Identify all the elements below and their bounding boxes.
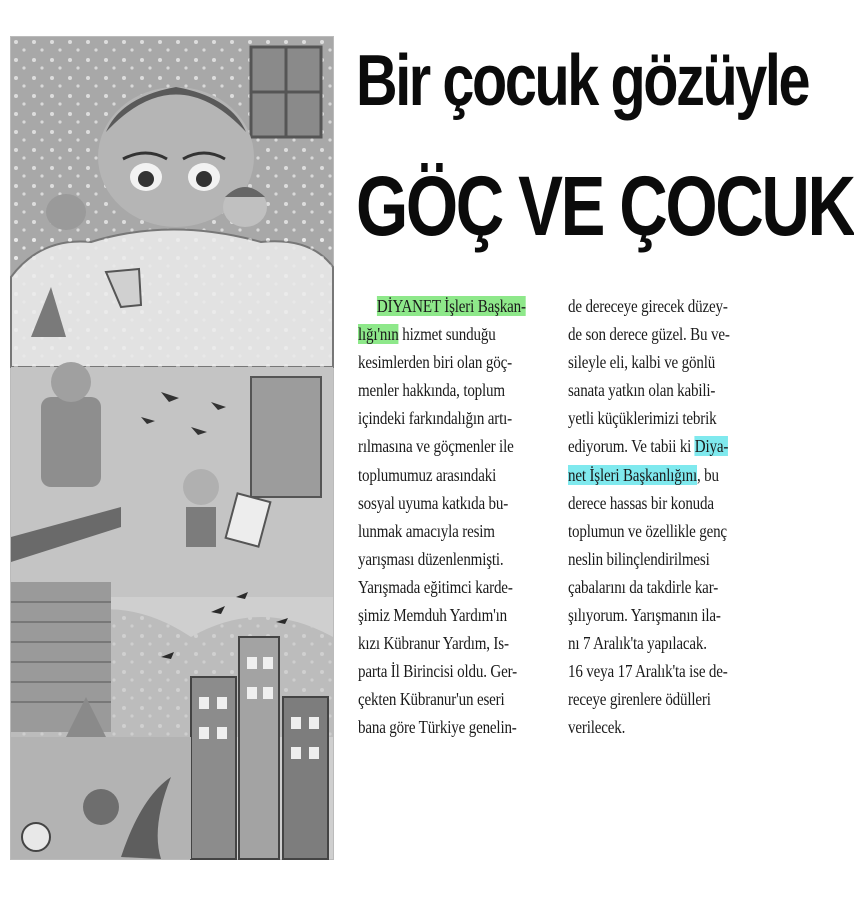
text-line [568, 404, 750, 432]
text-line [568, 601, 750, 629]
text-line [568, 348, 750, 376]
headline-line-1: Bir çocuk gözüyle [356, 41, 809, 121]
text-fragment: kızı Kübranur Yardım, Is- [358, 633, 509, 654]
text-fragment: de son derece güzel. Bu ve- [568, 324, 730, 345]
text-fragment: yarışması düzenlenmişti. [358, 548, 504, 569]
text-line [358, 545, 540, 573]
text-line [358, 601, 540, 629]
text-fragment: şılıyorum. Yarışmanın ila- [568, 605, 721, 626]
text-fragment: hizmet sunduğu [398, 324, 496, 345]
text-fragment: parta İl Birincisi oldu. Ger- [358, 661, 517, 682]
text-fragment: ediyorum. Ve tabii ki [568, 436, 695, 457]
text-fragment: şimiz Memduh Yardım'ın [358, 605, 508, 626]
text-line [358, 517, 540, 545]
text-fragment: menler hakkında, toplum [358, 380, 505, 401]
text-fragment: , bu [696, 464, 719, 485]
text-line [358, 489, 540, 517]
text-fragment: lunmak amacıyla resim [358, 520, 495, 541]
text-fragment: çekten Kübranur'un eseri [358, 689, 505, 710]
text-line [358, 573, 540, 601]
text-fragment: receye girenlere ödülleri [568, 689, 711, 710]
text-line [568, 629, 750, 657]
text-line [568, 292, 750, 320]
text-line [358, 404, 540, 432]
text-line [568, 713, 750, 741]
text-line [568, 376, 750, 404]
text-line [358, 376, 540, 404]
text-line [358, 432, 540, 460]
text-fragment: nı 7 Aralık'ta yapılacak. [568, 633, 707, 654]
text-fragment: toplumumuz arasındaki [358, 464, 497, 485]
text-line [358, 629, 540, 657]
text-fragment: sanata yatkın olan kabili- [568, 380, 716, 401]
text-line [358, 713, 540, 741]
text-fragment: çabalarını da takdirle kar- [568, 576, 719, 597]
text-fragment: kesimlerden biri olan göç- [358, 352, 512, 373]
article-illustration [10, 36, 334, 860]
text-fragment: sosyal uyuma katkıda bu- [358, 492, 509, 513]
text-fragment: içindeki farkındalığın artı- [358, 408, 512, 429]
text-line [568, 545, 750, 573]
text-fragment: bana göre Türkiye genelin- [358, 717, 517, 738]
headline-line-2: GÖÇ VE ÇOCUK [356, 159, 854, 253]
highlighted-text: Diya- [694, 436, 729, 457]
text-line [358, 348, 540, 376]
text-fragment: de dereceye girecek düzey- [568, 296, 728, 316]
text-fragment: derece hassas bir konuda [568, 492, 714, 513]
text-fragment: sileyle eli, kalbi ve gönlü [568, 352, 716, 373]
text-line [358, 657, 540, 685]
text-line [358, 461, 540, 489]
text-fragment: rılmasına ve göçmenler ile [358, 436, 514, 457]
text-fragment: 16 veya 17 Aralık'ta ise de- [568, 661, 728, 682]
text-line [568, 685, 750, 713]
text-line [358, 320, 540, 348]
text-line [358, 292, 540, 320]
text-fragment: toplumun ve özellikle genç [568, 520, 727, 541]
text-fragment: verilecek. [568, 717, 626, 738]
article-column-2 [568, 292, 780, 742]
highlighted-text: net İşleri Başkanlığını [568, 464, 697, 485]
text-line [568, 657, 750, 685]
text-line [568, 320, 750, 348]
text-line [568, 489, 750, 517]
text-line [568, 517, 750, 545]
article-column-1 [358, 292, 570, 742]
text-line [568, 432, 750, 460]
text-line [358, 685, 540, 713]
text-fragment: Yarışmada eğitimci karde- [358, 576, 513, 597]
highlighted-text: DİYANET İşleri Başkan- [376, 296, 526, 316]
text-line [568, 573, 750, 601]
text-fragment: yetli küçüklerimizi tebrik [568, 408, 717, 429]
highlighted-text: lığı'nın [358, 324, 399, 345]
text-fragment: neslin bilinçlendirilmesi [568, 548, 710, 569]
child-drawing-image [11, 37, 333, 859]
text-line [568, 461, 750, 489]
